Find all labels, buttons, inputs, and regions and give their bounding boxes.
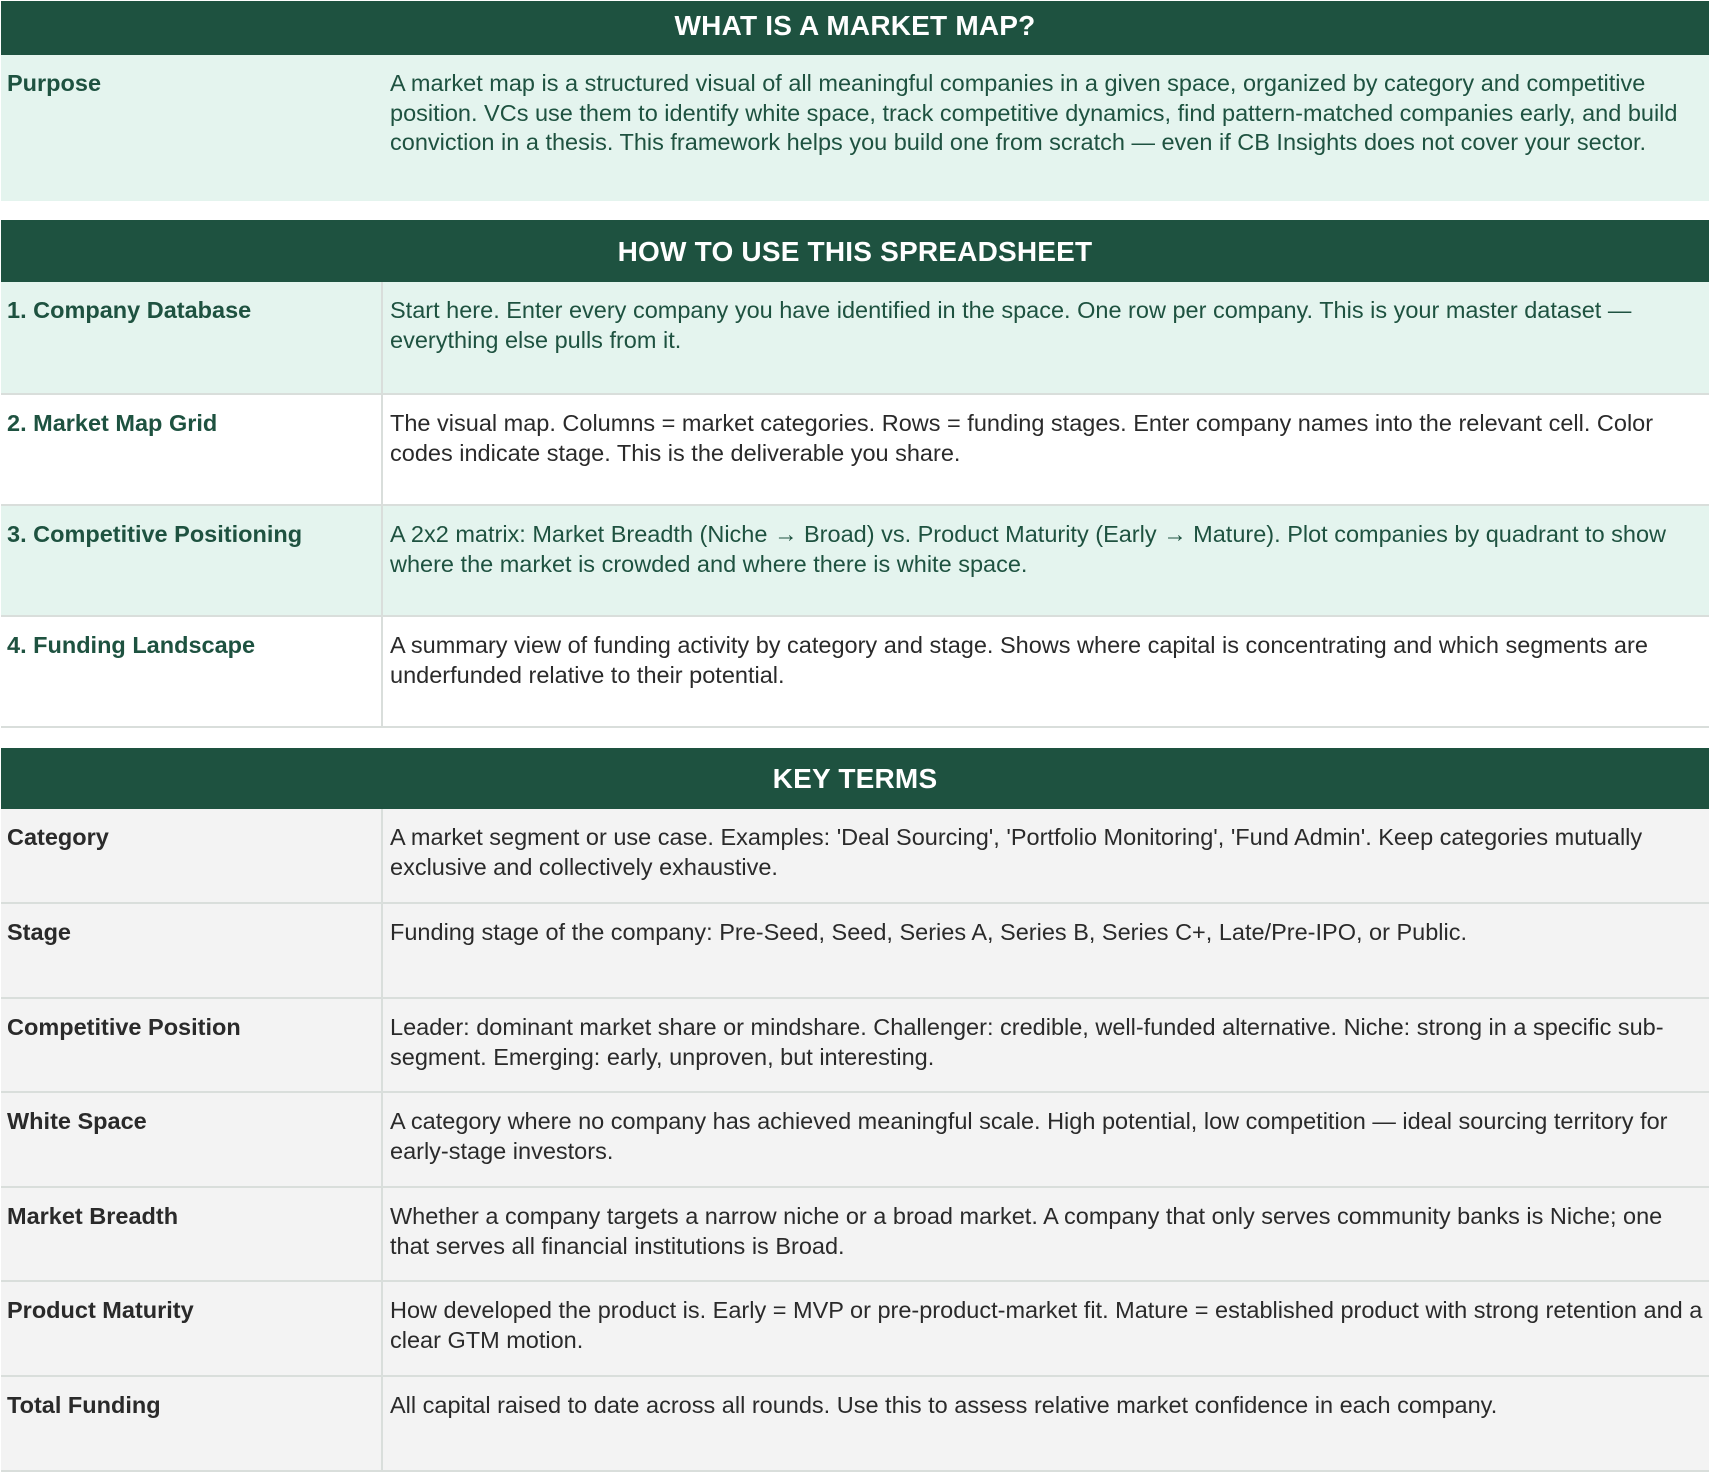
row-description: Funding stage of the company: Pre-Seed, Seed, Series A, Series B, Series C+, Late/Pre-IPO, or Public. [390,919,1467,945]
row-company-database[interactable] [1,282,1709,395]
row-label: 3. Competitive Positioning [7,521,303,547]
row-description: The visual map. Columns = market categories. Rows = funding stages. Enter company names into the relevant cell. Color codes indicate stage. This is the deliverable you share. [390,410,1654,466]
column-divider [381,904,383,997]
column-divider [381,999,383,1091]
row-term-market-breadth[interactable] [1,1188,1709,1282]
row-label: 4. Funding Landscape [7,632,256,658]
row-term-total-funding[interactable] [1,1377,1709,1472]
row-label: Product Maturity [7,1297,194,1323]
row-description: A summary view of funding activity by category and stage. Shows where capital is concentrating and which segments are underfunded relative to their potential. [390,632,1648,688]
section-header-key-terms[interactable]: KEY TERMS [1,748,1709,809]
section-header-what-is-market-map[interactable]: WHAT IS A MARKET MAP? [1,1,1709,55]
row-term-competitive-position[interactable] [1,999,1709,1093]
row-term-category[interactable] [1,809,1709,904]
row-description: A market map is a structured visual of all meaningful companies in a given space, organized by category and competitive position. VCs use them to identify white space, track competitive dynamics, find pattern-matched companies early, and build conviction in a thesis. This framework helps you build one from scratch — even if CB Insights does not cover your sector. [390,70,1678,155]
row-label: Total Funding [7,1392,161,1418]
column-divider [381,506,383,615]
row-label: Purpose [7,70,102,96]
column-divider [381,395,383,504]
row-purpose[interactable] [1,55,1709,201]
column-divider [381,809,383,902]
row-label: Stage [7,919,71,945]
row-label: Competitive Position [7,1014,241,1040]
row-description: Whether a company targets a narrow niche or a broad market. A company that only serves community banks is Niche; one that serves all financial institutions is Broad. [390,1203,1663,1259]
column-divider [381,282,383,393]
row-funding-landscape[interactable] [1,617,1709,728]
row-competitive-positioning[interactable] [1,506,1709,617]
row-description: A category where no company has achieved meaningful scale. High potential, low competition — ideal sourcing territory for early-stage investors. [390,1108,1668,1164]
row-description: Start here. Enter every company you have identified in the space. One row per company. This is your master dataset — everything else pulls from it. [390,297,1632,353]
row-label: 1. Company Database [7,297,252,323]
row-description: All capital raised to date across all rounds. Use this to assess relative market confidence in each company. [390,1392,1498,1418]
row-term-product-maturity[interactable] [1,1282,1709,1377]
column-divider [381,1093,383,1186]
row-label: Market Breadth [7,1203,179,1229]
column-divider [381,1377,383,1470]
row-description: Leader: dominant market share or mindshare. Challenger: credible, well-funded alternative. Niche: strong in a specific sub-segment. Emerging: early, unproven, but interesting. [390,1014,1664,1070]
column-divider [381,617,383,726]
row-description: How developed the product is. Early = MVP or pre-product-market fit. Mature = established product with strong retention and a clear GTM motion. [390,1297,1703,1353]
row-label: White Space [7,1108,147,1134]
section-header-how-to-use[interactable]: HOW TO USE THIS SPREADSHEET [1,220,1709,282]
column-divider [381,1188,383,1280]
row-description: A market segment or use case. Examples: 'Deal Sourcing', 'Portfolio Monitoring', 'Fund Admin'. Keep categories mutually exclusive and collectively exhaustive. [390,824,1643,880]
row-label: Category [7,824,109,850]
row-term-white-space[interactable] [1,1093,1709,1188]
row-market-map-grid[interactable] [1,395,1709,506]
row-term-stage[interactable] [1,904,1709,999]
row-label: 2. Market Map Grid [7,410,218,436]
column-divider [381,1282,383,1375]
row-description: A 2x2 matrix: Market Breadth (Niche → Broad) vs. Product Maturity (Early → Mature). Plot companies by quadrant to show where the market is crowded and where there is white space. [390,521,1667,577]
